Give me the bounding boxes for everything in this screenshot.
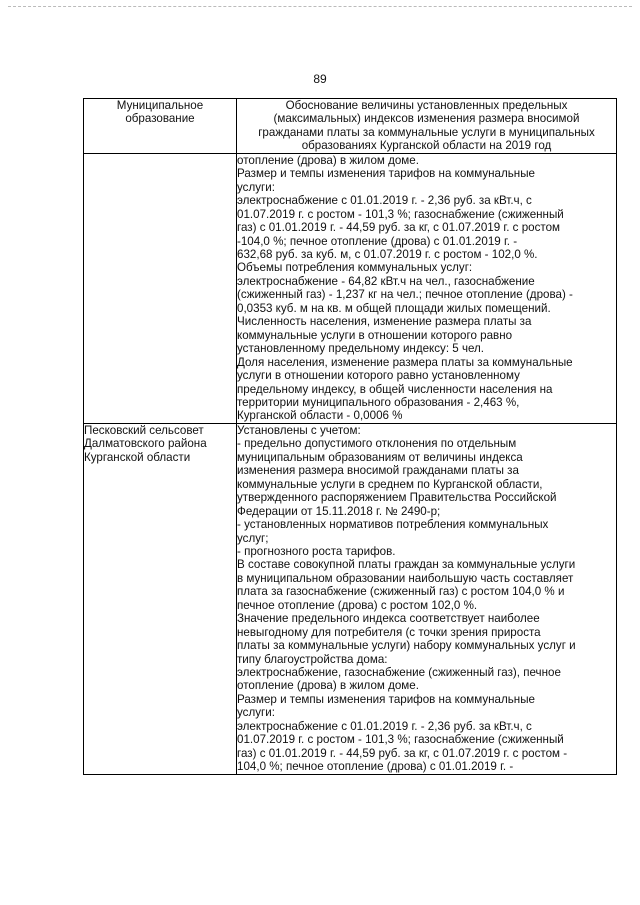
text-line: отопление (дрова) в жилом доме. [237, 153, 419, 167]
municipality-line: Песковский сельсовет [84, 423, 204, 437]
text-line: Объемы потребления коммунальных услуг: [237, 261, 473, 275]
municipality-line: Далматовского района [84, 437, 207, 451]
text-line: в муниципальном образовании наибольшую часть составляет [237, 571, 574, 585]
text-line: услуги в отношении которого равно установленному [237, 369, 520, 383]
text-line: электроснабжение - 64,82 кВт.ч на чел., газоснабжение [237, 274, 535, 288]
text-line: отопление (дрова) в жилом доме. [237, 679, 419, 693]
municipality-cell [84, 153, 237, 423]
text-line: плата за газоснабжение (сжиженный газ) с ростом 104,0 % и [237, 585, 565, 599]
header-justification [237, 99, 617, 154]
text-line: Размер и темпы изменения тарифов на коммунальные [237, 167, 535, 181]
text-line: муниципальным образованиям от величины индекса [237, 450, 523, 464]
text-line: утвержденного распоряжением Правительства Российской [237, 491, 557, 505]
text-line: электроснабжение с 01.01.2019 г. - 2,36 руб. за кВт.ч, с [237, 194, 532, 208]
text-line: печное отопление (дрова) с ростом 102,0 %. [237, 598, 478, 612]
text-line: установленному предельному индексу: 5 чел. [237, 342, 485, 356]
text-line: Установлены с учетом: [237, 423, 361, 437]
text-line: 01.07.2019 г. с ростом - 101,3 %; газоснабжение (сжиженный [237, 733, 564, 747]
text-line: 632,68 руб. за куб. м, с 01.07.2019 г. с ростом - 102,0 %. [237, 247, 538, 261]
text-line: коммунальные услуги в отношении которого равно [237, 328, 513, 342]
text-line: Курганской области - 0,0006 % [237, 409, 403, 423]
text-line: Размер и темпы изменения тарифов на коммунальные [237, 692, 535, 706]
text-line: 01.07.2019 г. с ростом - 101,3 %; газоснабжение (сжиженный [237, 207, 564, 221]
text-line: платы за коммунальные услуги) набору коммунальных услуг и [237, 639, 576, 653]
text-line: Доля населения, изменение размера платы за коммунальные [237, 355, 573, 369]
municipality-cell [84, 423, 237, 774]
text-line: газ) с 01.01.2019 г. - 44,59 руб. за кг, с 01.07.2019 г. с ростом - [237, 746, 568, 760]
text-line: невыгодному для потребителя (с точки зрения прироста [237, 625, 541, 639]
text-line: - предельно допустимого отклонения по отдельным [237, 437, 517, 451]
text-line: Значение предельного индекса соответствует наиболее [237, 612, 540, 626]
text-line: 0,0353 куб. м на кв. м общей площади жилых помещений. [237, 301, 551, 315]
municipality-line: Курганской области [84, 450, 191, 464]
scan-top-rule [8, 6, 632, 7]
text-line: услуги: [237, 706, 275, 720]
text-line: изменения размера вносимой гражданами платы за [237, 464, 519, 478]
table-row [84, 423, 617, 774]
text-line: типу благоустройства дома: [237, 652, 388, 666]
text-line: электроснабжение, газоснабжение (сжиженный газ), печное [237, 666, 561, 680]
text-line: - прогнозного роста тарифов. [237, 544, 396, 558]
table-header-row [84, 99, 617, 154]
header-text-line: гражданами платы за коммунальные услуги в муниципальных [258, 125, 595, 139]
text-line: территории муниципального образования - 2,463 %, [237, 395, 520, 409]
text-line: -104,0 %; печное отопление (дрова) с 01.01.2019 г. - [237, 234, 518, 248]
header-text-line: образование [125, 112, 195, 126]
header-text-line: Обоснование величины установленных предельных [285, 99, 568, 112]
text-line: электроснабжение с 01.01.2019 г. - 2,36 руб. за кВт.ч, с [237, 719, 532, 733]
header-text-line: образованиях Курганской области на 2019 год [301, 139, 552, 153]
header-municipality [84, 99, 237, 154]
text-line: Численность населения, изменение размера платы за [237, 315, 532, 329]
text-line: Федерации от 15.11.2018 г. № 2490-р; [237, 504, 441, 518]
page-number: 89 [313, 72, 327, 86]
text-line: предельному индексу, в общей численности населения на [237, 382, 553, 396]
text-line: услуги: [237, 180, 275, 194]
text-line: В составе совокупной платы граждан за коммунальные услуги [237, 558, 576, 572]
text-line: - установленных нормативов потребления коммунальных [237, 518, 549, 532]
text-line: коммунальные услуги в среднем по Курганской области, [237, 477, 543, 491]
header-text-line: Муниципальное [116, 99, 204, 112]
tariff-justification-table [83, 98, 617, 775]
justification-cell [237, 423, 617, 774]
text-line: (сжиженный газ) - 1,237 кг на чел.; печное отопление (дрова) - [237, 288, 573, 302]
text-line: газ) с 01.01.2019 г. - 44,59 руб. за кг, с 01.07.2019 г. с ростом [237, 221, 560, 235]
text-line: услуг; [237, 531, 269, 545]
justification-cell [237, 153, 617, 423]
text-line: 104,0 %; печное отопление (дрова) с 01.01.2019 г. - [237, 760, 514, 774]
header-text-line: (максимальных) индексов изменения размера вносимой [273, 112, 580, 126]
table-row [84, 153, 617, 423]
